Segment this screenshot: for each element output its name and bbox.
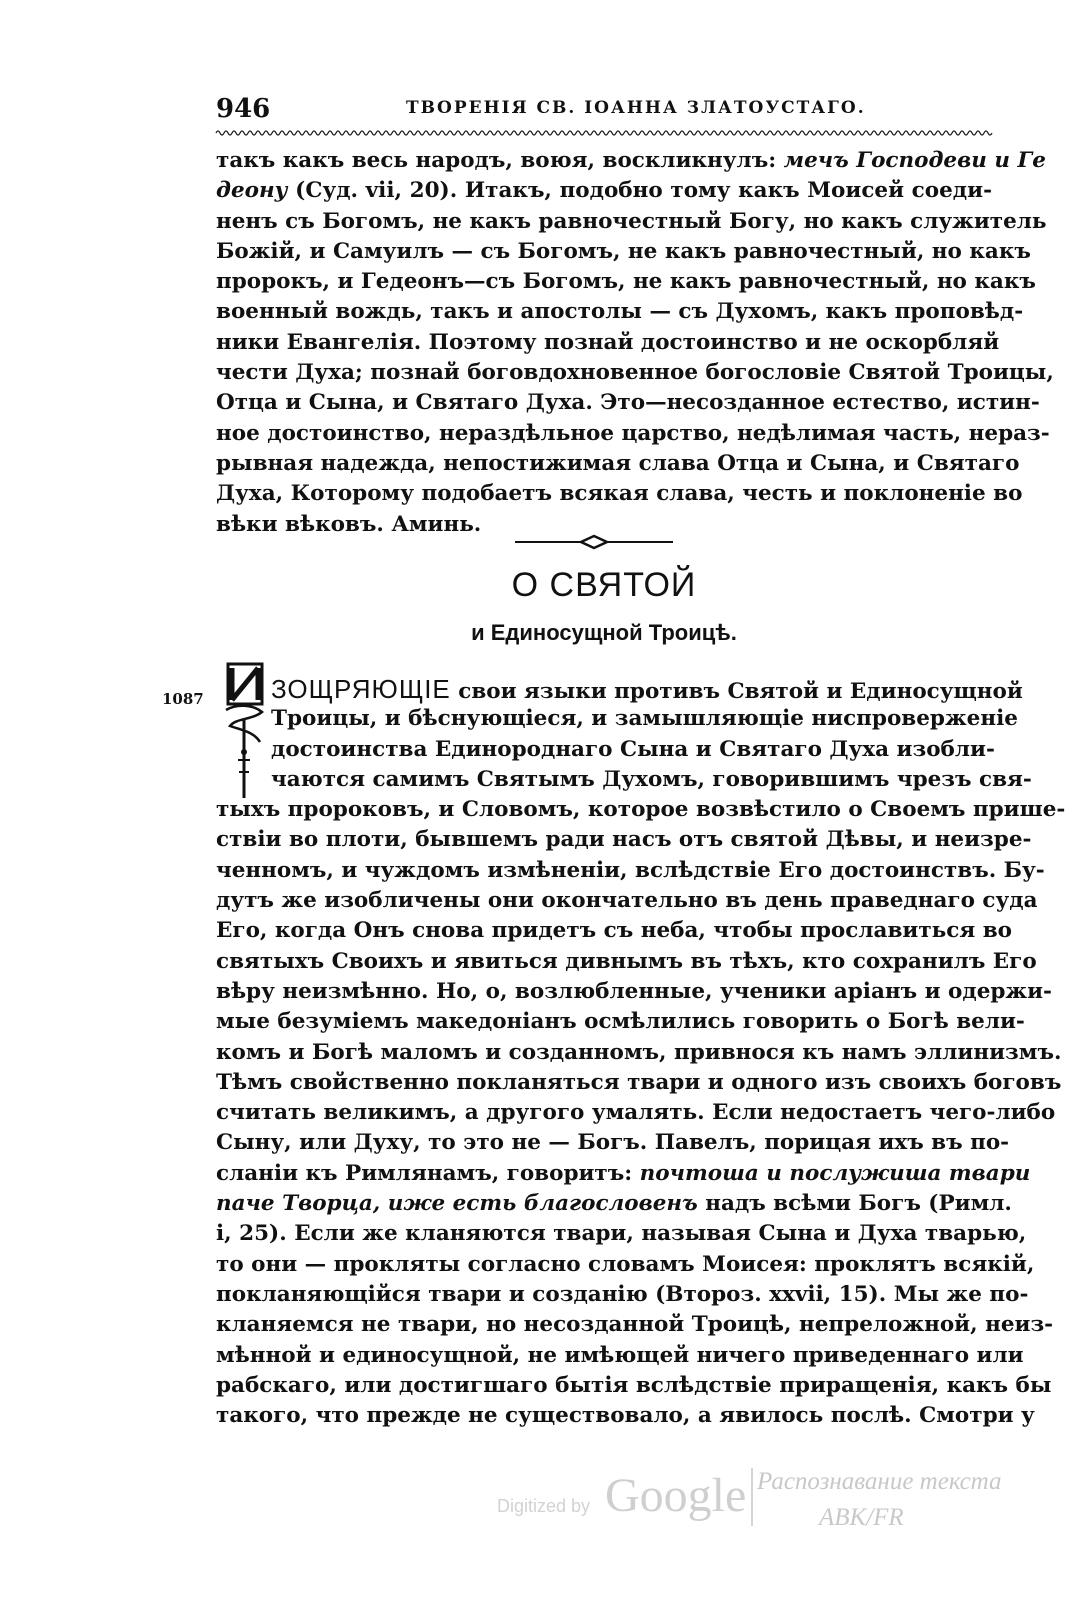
main-paragraph-line — [216, 674, 1023, 704]
main-paragraph-line — [216, 1068, 1062, 1098]
top-paragraph-line — [216, 419, 1050, 449]
text-segment: вѣки вѣковъ. Аминь. — [216, 511, 482, 537]
text-segment: ненъ съ Богомъ, не какъ равночестный Богу, но какъ служитель — [216, 208, 1047, 234]
text-segment: Отца и Сына, и Святаго Духа. Это—несозданное естество, истин- — [216, 390, 1040, 416]
main-paragraph-line — [216, 856, 1045, 886]
text-segment: Его, когда Онъ снова придетъ съ неба, чтобы прославиться во — [216, 918, 1012, 944]
main-paragraph-line — [216, 1310, 1054, 1340]
top-paragraph — [216, 146, 1054, 540]
text-segment: рывная надежда, непостижимая слава Отца и Сына, и Святаго — [216, 450, 1020, 476]
text-segment: мѣнной и единосущной, не имѣющей ничего приведеннаго или — [216, 1342, 1024, 1368]
text-segment: Духа, Которому подобаетъ всякая слава, честь и поклоненіе во — [216, 481, 1023, 507]
text-segment: чаются самимъ Святымъ Духомъ, говорившимъ чрезъ свя- — [271, 766, 1032, 792]
main-paragraph-line — [216, 1250, 1035, 1280]
main-paragraph-line — [216, 1219, 1027, 1249]
text-segment: ствіи во плоти, бывшемъ ради насъ отъ святой Дѣвы, и неизре- — [216, 827, 1032, 853]
text-segment: святыхъ Своихъ и явиться дивнымъ въ тѣхъ, кто сохранилъ Его — [216, 948, 1037, 974]
watermark-google-logo: Google — [605, 1469, 747, 1522]
main-paragraph-line — [216, 795, 1066, 825]
opening-word: ЗОЩРЯЮЩІЕ — [271, 674, 451, 704]
watermark-credit: ABK/FR — [819, 1504, 904, 1531]
main-paragraph — [216, 674, 1066, 1431]
watermark-recognition-label: Распознавание текста — [757, 1468, 1002, 1495]
text-segment: мые безуміемъ македоніанъ осмѣлились говорить о Богѣ вели- — [216, 1009, 1025, 1035]
page-header — [216, 94, 992, 124]
text-segment: комъ и Богѣ маломъ и созданномъ, привнося къ намъ эллинизмъ. — [216, 1039, 1062, 1065]
top-paragraph-line — [216, 176, 992, 206]
main-paragraph-line — [216, 1189, 1012, 1219]
main-paragraph-line — [216, 1128, 1010, 1158]
main-paragraph-line — [216, 704, 1018, 734]
top-paragraph-line — [216, 146, 1046, 176]
text-segment: такъ какъ весь народъ, воюя, воскликнулъ: — [216, 148, 784, 173]
text-segment: достоинства Единороднаго Сына и Святаго Духа изобли- — [271, 736, 995, 762]
margin-reference-number: 1087 — [162, 690, 204, 708]
text-segment: то они — прокляты согласно словамъ Моисея: проклятъ всякій, — [216, 1251, 1035, 1277]
text-segment: кланяемся не твари, но несозданной Троицѣ, непреложной, неиз- — [216, 1312, 1054, 1338]
text-segment: Божій, и Самуилъ — съ Богомъ, не какъ равночестный, но какъ — [216, 238, 1031, 264]
wavy-rule-divider — [216, 128, 992, 138]
watermark-divider — [751, 1468, 753, 1526]
text-segment: ники Евангелія. Поэтому познай достоинство и не оскорбляй — [216, 329, 1000, 355]
text-segment: сланіи къ Римлянамъ, говоритъ: — [216, 1160, 640, 1186]
text-segment: (Суд. vii, 20). Итакъ, подобно тому какъ Моисей соеди- — [287, 178, 992, 204]
top-paragraph-line — [216, 237, 1031, 267]
text-segment: і, 25). Если же кланяются твари, называя Сына и Духа тварью, — [216, 1221, 1027, 1247]
top-paragraph-line — [216, 207, 1047, 237]
section-subtitle: и Единосущной Троицѣ. — [471, 620, 737, 645]
text-segment: надъ всѣми Богъ (Римл. — [697, 1191, 1012, 1217]
main-paragraph-line — [216, 765, 1032, 795]
text-segment: Сыну, или Духу, то это не — Богъ. Павелъ, порицая ихъ въ по- — [216, 1130, 1010, 1156]
top-paragraph-line — [216, 358, 1054, 388]
scripture-quote: деону — [216, 178, 288, 204]
running-title: ТВОРЕНІЯ СВ. ІОАННА ЗЛАТОУСТАГО. — [406, 98, 866, 118]
scripture-quote: мечъ Господеви и Ге — [783, 148, 1046, 173]
text-segment: военный вождь, такъ и апостолы — съ Духомъ, какъ проповѣд- — [216, 299, 1024, 325]
text-segment: дутъ же изобличены они окончательно въ день праведнаго суда — [216, 888, 1038, 914]
main-paragraph-line — [216, 916, 1012, 946]
text-segment: покланяющійся твари и созданію (Второз. xxvii, 15). Мы же по- — [216, 1281, 1029, 1307]
top-paragraph-line — [216, 267, 1036, 297]
main-paragraph-line — [216, 1038, 1062, 1068]
main-paragraph-line — [216, 947, 1037, 977]
top-paragraph-line — [216, 297, 1024, 327]
main-paragraph-line — [216, 1007, 1025, 1037]
top-paragraph-line — [216, 388, 1040, 418]
main-paragraph-line — [216, 886, 1038, 916]
text-segment: вѣру неизмѣнно. Но, о, возлюбленные, ученики аріанъ и одержи- — [216, 978, 1052, 1004]
text-segment: такого, что прежде не существовало, а явилось послѣ. Смотри у — [216, 1403, 1035, 1429]
section-title: О СВЯТОЙ — [511, 566, 697, 604]
main-paragraph-line — [216, 825, 1032, 855]
page-number: 946 — [216, 94, 271, 124]
text-segment: считать великимъ, а другого умалять. Если недостаетъ чего-либо — [216, 1100, 1056, 1126]
main-paragraph-line — [216, 1371, 1052, 1401]
text-segment: Тѣмъ свойственно покланяться твари и одного изъ своихъ боговъ — [216, 1069, 1062, 1095]
main-paragraph-line — [216, 1341, 1024, 1371]
main-paragraph-line — [216, 1098, 1056, 1128]
text-segment: тыхъ пророковъ, и Словомъ, которое возвѣстило о Своемъ прише- — [216, 797, 1066, 823]
text-segment: ное достоинство, нераздѣльное царство, недѣлимая часть, нераз- — [216, 420, 1050, 446]
top-paragraph-line — [216, 479, 1023, 509]
text-segment: ченномъ, и чуждомъ измѣненіи, вслѣдствіе Его достоинствъ. Бу- — [216, 857, 1045, 883]
section-ornament — [515, 532, 675, 552]
main-paragraph-line — [216, 1280, 1029, 1310]
top-paragraph-line — [216, 449, 1020, 479]
main-paragraph-line — [216, 735, 995, 765]
text-segment: Троицы, и бѣснующіеся, и замышляющіе ниспроверженіе — [271, 706, 1018, 732]
text-segment: пророкъ, и Гедеонъ—съ Богомъ, не какъ равночестный, но какъ — [216, 269, 1036, 295]
scripture-quote: почтоша и послужиша твари — [639, 1160, 1031, 1186]
main-paragraph-line — [216, 977, 1052, 1007]
text-segment: чести Духа; познай боговдохновенное богословіе Святой Троицы, — [216, 360, 1054, 386]
text-segment: свои языки противъ Святой и Единосущной — [450, 679, 1023, 704]
text-segment: рабскаго, или достигшаго бытія вслѣдствіе приращенія, какъ бы — [216, 1372, 1052, 1398]
main-paragraph-line — [216, 1159, 1031, 1189]
watermark-digitized-label: Digitized by — [497, 1496, 591, 1516]
main-paragraph-line — [216, 1401, 1035, 1431]
top-paragraph-line — [216, 328, 1000, 358]
scripture-quote: паче Творца, иже есть благословенъ — [216, 1191, 698, 1217]
digitization-watermark — [497, 1468, 1017, 1558]
